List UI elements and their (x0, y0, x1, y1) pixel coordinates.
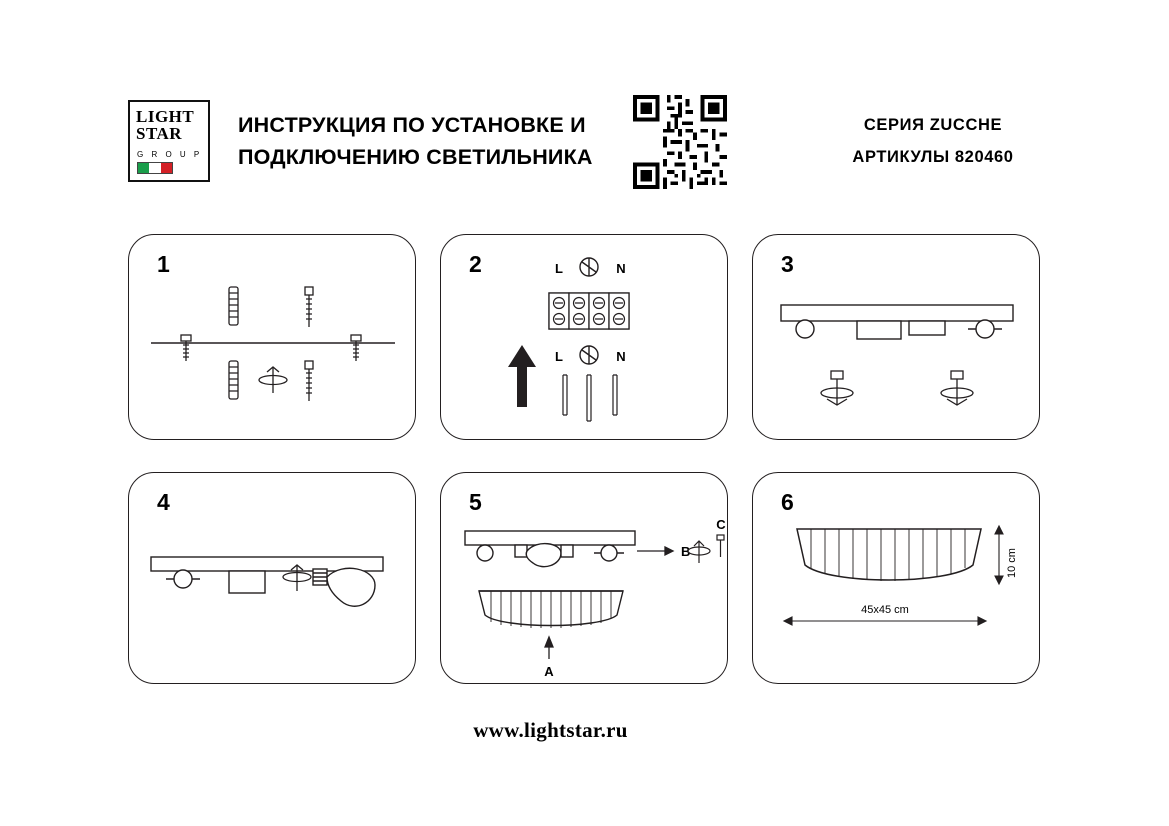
svg-text:N: N (616, 261, 626, 276)
step-panel-6 (752, 472, 1040, 684)
step-number-6: 6 (781, 489, 794, 515)
page-title-line-1: ИНСТРУКЦИЯ ПО УСТАНОВКЕ И (238, 113, 586, 137)
step-5-illustration (441, 473, 727, 683)
svg-text:A: A (544, 664, 554, 679)
italy-flag-icon (137, 162, 173, 174)
website-url-text: www.lightstar.ru (473, 718, 628, 742)
svg-text:B: B (681, 544, 691, 559)
document-header (128, 95, 1043, 195)
article-label: АРТИКУЛЫ 820460 (852, 148, 1014, 166)
svg-text:N: N (616, 349, 626, 364)
step-panel-1 (128, 234, 416, 440)
product-info (818, 109, 1048, 173)
step-3-illustration (753, 235, 1039, 439)
step-panel-3 (752, 234, 1040, 440)
page-title (238, 109, 628, 173)
step-2-illustration (441, 235, 727, 439)
logo-line-2: STAR (136, 124, 183, 143)
logo-line-1: LIGHT (136, 107, 195, 126)
logo-wordmark (136, 108, 194, 142)
step-panel-5 (440, 472, 728, 684)
qr-code-icon (633, 95, 727, 189)
svg-text:L: L (555, 261, 563, 276)
svg-text:C: C (716, 517, 726, 532)
svg-text:10 cm: 10 cm (1006, 548, 1018, 578)
step-4-illustration (129, 473, 415, 683)
logo-subtitle: G R O U P (137, 150, 203, 159)
step-number-4: 4 (157, 489, 170, 515)
svg-text:L: L (555, 349, 563, 364)
step-number-2: 2 (469, 251, 482, 277)
step-6-illustration (753, 473, 1039, 683)
step-1-illustration (129, 235, 415, 439)
series-label: СЕРИЯ ZUCCHE (863, 116, 1003, 134)
brand-logo (128, 100, 210, 182)
page-title-line-2: ПОДКЛЮЧЕНИЮ СВЕТИЛЬНИКА (238, 145, 593, 169)
step-panel-2 (440, 234, 728, 440)
step-panel-4 (128, 472, 416, 684)
step-number-1: 1 (157, 251, 170, 277)
step-number-3: 3 (781, 251, 794, 277)
website-url[interactable] (0, 718, 1169, 743)
svg-text:45x45 cm: 45x45 cm (861, 604, 909, 616)
step-number-5: 5 (469, 489, 482, 515)
